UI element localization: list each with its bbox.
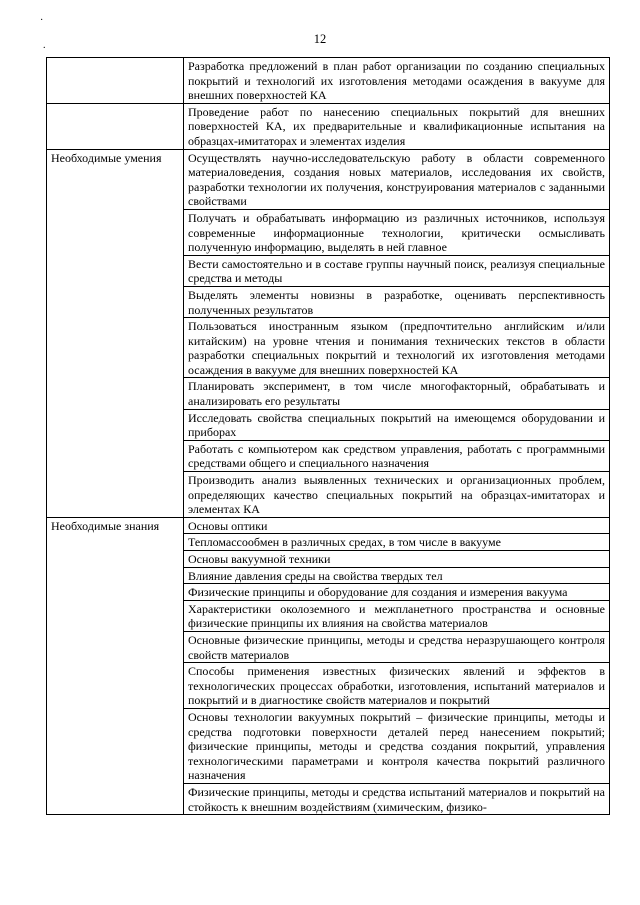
skills-label: Необходимые умения bbox=[47, 149, 184, 517]
skill-item: Получать и обрабатывать информацию из различных источников, используя современные информационные технологии, критически осмысливать полученную информацию, выделять в ней главное bbox=[184, 209, 610, 255]
table-row bbox=[47, 149, 610, 209]
table-row bbox=[47, 58, 610, 104]
skill-item: Выделять элементы новизны в разработке, оценивать перспективность полученных результатов bbox=[184, 286, 610, 317]
knowledge-label: Необходимые знания bbox=[47, 517, 184, 814]
label-cell-empty bbox=[47, 103, 184, 149]
skill-item: Исследовать свойства специальных покрытий на имеющемся оборудовании и приборах bbox=[184, 409, 610, 440]
scan-mark-dot-2: . bbox=[43, 40, 46, 51]
label-cell-empty bbox=[47, 58, 184, 104]
knowledge-item: Физические принципы и оборудование для создания и измерения вакуума bbox=[184, 584, 610, 601]
page-number: 12 bbox=[313, 32, 327, 46]
knowledge-item: Основы технологии вакуумных покрытий – физические принципы, методы и средства подготовки поверхности деталей перед нанесением покрытий; физические принципы, методы и средства создания покрытий, управления технологическими параметрами и контроля качества покрытий различного назначения bbox=[184, 708, 610, 783]
skill-item: Планировать эксперимент, в том числе многофакторный, обрабатывать и анализировать его результаты bbox=[184, 378, 610, 409]
skill-item: Пользоваться иностранным языком (предпочтительно английским и/или китайским) на уровне чтения и понимания технических текстов в области разработки специальных покрытий и технологий их изготовления методами осаждения в вакууме для внешних поверхностей КА bbox=[184, 318, 610, 378]
table-row bbox=[47, 517, 610, 534]
knowledge-item: Основы вакуумной техники bbox=[184, 551, 610, 568]
requirements-table bbox=[46, 57, 610, 815]
knowledge-item: Основные физические принципы, методы и средства неразрушающего контроля свойств материалов bbox=[184, 631, 610, 662]
knowledge-item: Характеристики околоземного и межпланетного пространства и основные физические принципы их влияния на свойства материалов bbox=[184, 600, 610, 631]
table-row bbox=[47, 103, 610, 149]
skill-item: Работать с компьютером как средством управления, работать с программными средствами общего и специального назначения bbox=[184, 440, 610, 471]
skill-item: Осуществлять научно-исследовательскую работу в области современного материаловедения, создания новых материалов, исследования их свойств, разработки технологии их получения, конструирования материалов с заданными свойствами bbox=[184, 149, 610, 209]
knowledge-item: Тепломассообмен в различных средах, в том числе в вакууме bbox=[184, 534, 610, 551]
scan-mark-dot: · bbox=[40, 15, 44, 26]
table-cell: Проведение работ по нанесению специальных покрытий для внешних поверхностей КА, их предварительные и квалификационные испытания на образцах-имитаторах и элементах изделия bbox=[184, 103, 610, 149]
knowledge-item: Влияние давления среды на свойства твердых тел bbox=[184, 567, 610, 584]
knowledge-item: Способы применения известных физических явлений и эффектов в технологических процессах обработки, изготовления, испытаний материалов и покрытий и в диагностике свойств материалов и покрытий bbox=[184, 663, 610, 709]
skill-item: Вести самостоятельно и в составе группы научный поиск, реализуя специальные средства и методы bbox=[184, 255, 610, 286]
skill-item: Производить анализ выявленных технических и организационных проблем, определяющих качество специальных покрытий на образцах-имитаторах и элементах КА bbox=[184, 472, 610, 518]
knowledge-item: Основы оптики bbox=[184, 517, 610, 534]
table-cell: Разработка предложений в план работ организации по созданию специальных покрытий и технологий их изготовления методами осаждения в вакууме для внешних поверхностей КА bbox=[184, 58, 610, 104]
knowledge-item: Физические принципы, методы и средства испытаний материалов и покрытий на стойкость к внешним воздействиям (химическим, физико- bbox=[184, 783, 610, 814]
